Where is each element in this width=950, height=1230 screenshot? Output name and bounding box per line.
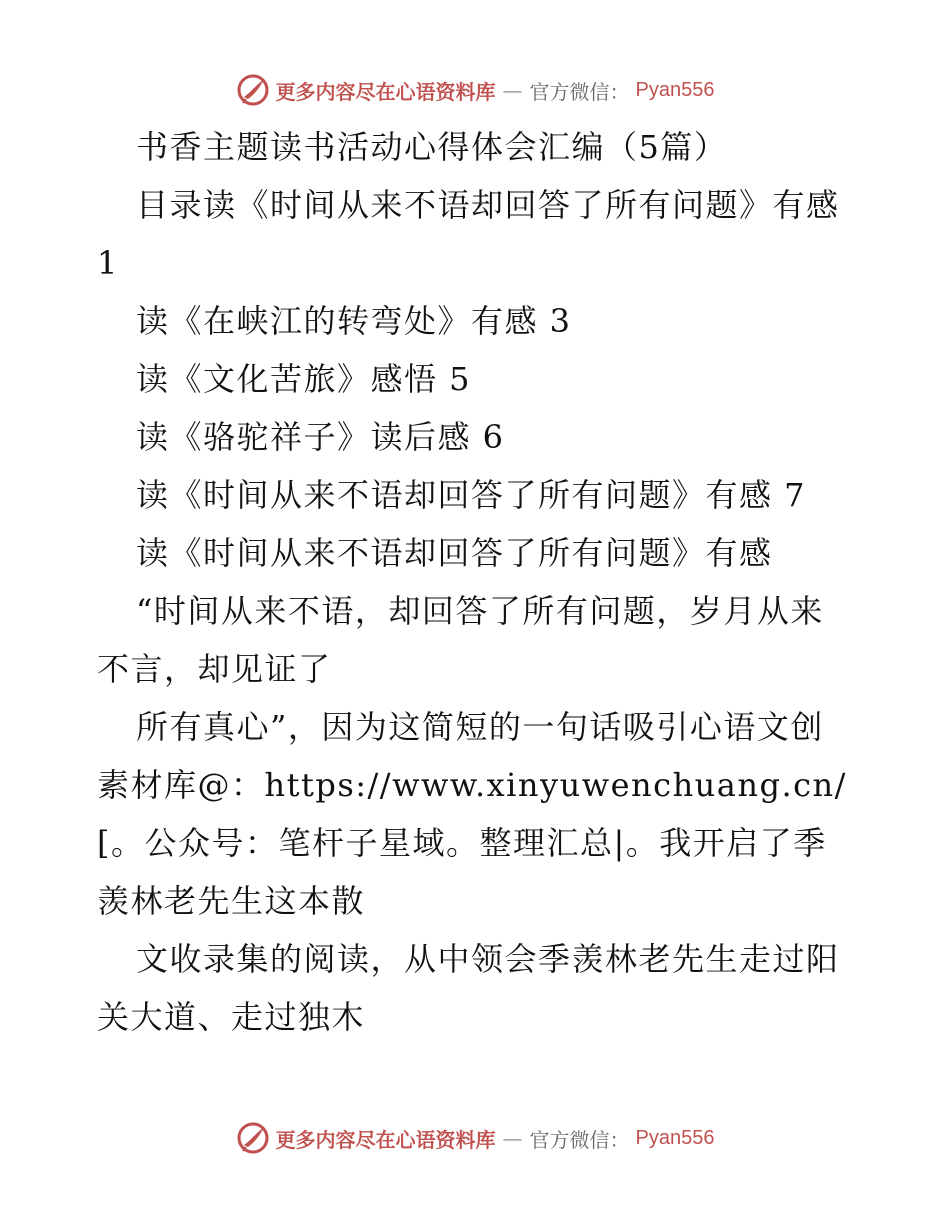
document-body <box>97 118 857 1046</box>
body-paragraph: “时间从来不语，却回答了所有问题，岁月从来不言，却见证了 <box>97 592 824 688</box>
banner-wechat-id: Pyan556 <box>635 1126 715 1149</box>
banner-dash: — <box>502 1126 523 1150</box>
section-title: 读《时间从来不语却回答了所有问题》有感 <box>136 534 773 572</box>
toc-item: 读《文化苦旅》感悟 5 <box>136 360 472 398</box>
footer-banner <box>0 1118 950 1158</box>
body-paragraph: 文收录集的阅读，从中领会季羡林老先生走过阳关大道、走过独木 <box>97 940 840 1036</box>
quill-logo-icon <box>236 1121 270 1155</box>
banner-brand-text: 更多内容尽在心语资料库 <box>275 1127 496 1152</box>
toc-item: 读《骆驼祥子》读后感 6 <box>136 418 505 456</box>
banner-official-label: 官方微信： <box>529 1127 630 1152</box>
toc-item: 读《时间从来不语却回答了所有问题》有感 7 <box>136 476 807 514</box>
banner-dash: — <box>502 78 523 102</box>
toc-item: 读《在峡江的转弯处》有感 3 <box>136 302 572 340</box>
quill-logo-icon <box>236 73 270 107</box>
toc-first-line: 目录读《时间从来不语却回答了所有问题》有感 1 <box>97 186 840 282</box>
header-banner <box>0 70 950 110</box>
banner-brand-text: 更多内容尽在心语资料库 <box>275 79 496 104</box>
banner-official-label: 官方微信： <box>529 79 630 104</box>
body-paragraph: 所有真心”，因为这简短的一句话吸引心语文创素材库@：https://www.xinyuwenchuang.cn/[。公众号：笔杆子星域。整理汇总|。我开启了季羡林老先生这本散 <box>97 708 847 920</box>
banner-wechat-id: Pyan556 <box>635 78 715 101</box>
document-title: 书香主题读书活动心得体会汇编（5篇） <box>136 128 728 166</box>
